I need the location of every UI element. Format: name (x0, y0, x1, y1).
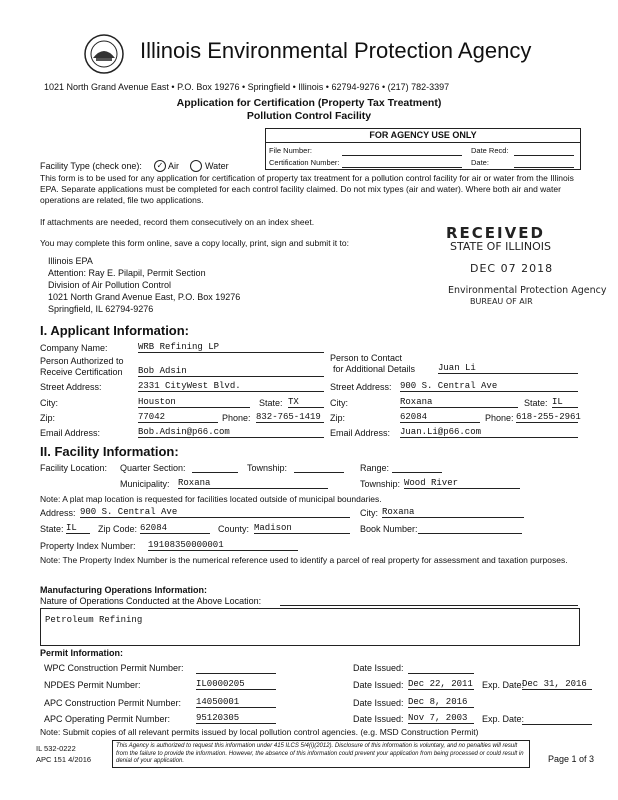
file-number-label: File Number: (269, 146, 312, 155)
mail-line-1: Illinois EPA (48, 256, 93, 266)
stamp-date: DEC 07 2018 (470, 262, 554, 275)
plat-map-note: Note: A plat map location is requested for facilities located outside of municipal boundaries. (40, 494, 382, 504)
email2-field[interactable]: Juan.Li@p66.com (400, 427, 578, 438)
permit-row-exp-label: Exp. Date: (482, 680, 525, 690)
nature-textarea[interactable] (40, 608, 580, 646)
auth-person-label-2: Receive Certification (40, 367, 123, 377)
air-label: Air (168, 161, 179, 171)
state2-field[interactable]: IL (552, 397, 578, 408)
phone-label: Phone: (222, 413, 251, 423)
permit-row-issued-label: Date Issued: (353, 714, 404, 724)
county-label: County: (218, 524, 250, 534)
agency-seal (84, 34, 124, 74)
quarter-section-field[interactable] (192, 472, 238, 473)
permit-row-exp-label: Exp. Date: (482, 714, 525, 724)
permit-row-issued-label: Date Issued: (353, 663, 404, 673)
mail-line-5: Springfield, IL 62794-9276 (48, 304, 154, 314)
auth-person-field[interactable]: Bob Adsin (138, 366, 324, 377)
facility-state-field[interactable]: IL (66, 523, 90, 534)
seal-icon (84, 34, 124, 74)
street-field[interactable]: 2331 CityWest Blvd. (138, 381, 324, 392)
nature-label-line (280, 605, 578, 606)
email-label: Email Address: (40, 428, 101, 438)
date-recd-label: Date Recd: (471, 146, 509, 155)
pin-field[interactable]: 19108350000001 (148, 540, 298, 551)
zip-label: Zip: (40, 413, 56, 423)
street2-label: Street Address: (330, 382, 392, 392)
city2-label: City: (330, 398, 348, 408)
operations-heading: Manufacturing Operations Information: (40, 585, 208, 595)
company-label: Company Name: (40, 343, 108, 353)
state2-label: State: (524, 398, 548, 408)
phone-field[interactable]: 832-765-1419 (256, 412, 324, 423)
pin-label: Property Index Number: (40, 541, 136, 551)
permit-row-issued-label: Date Issued: (353, 680, 404, 690)
facility-city-label: City: (360, 508, 378, 518)
form-subtitle: Pollution Control Facility (246, 110, 372, 122)
facility-zip-field[interactable]: 62084 (140, 523, 210, 534)
contact-person-label-2: for Additional Details (333, 364, 416, 374)
file-number-field (342, 155, 462, 156)
stamp-state: STATE OF ILLINOIS (450, 240, 552, 253)
page-number: Page 1 of 3 (548, 754, 595, 764)
book-number-field[interactable] (418, 533, 522, 534)
quarter-section-label: Quarter Section: (120, 463, 186, 473)
cert-number-field (342, 167, 462, 168)
township-label: Township: (247, 463, 288, 473)
agency-name: Illinois Environmental Protection Agency (140, 38, 532, 63)
agency-address: 1021 North Grand Avenue East • P.O. Box 19276 • Springfield • Illinois • 62794-9276 • (217) 782-3397 (44, 82, 450, 92)
facility-city-field[interactable]: Roxana (382, 507, 524, 518)
range-label: Range: (360, 463, 390, 473)
range-field[interactable] (392, 472, 442, 473)
stamp-received: RECEIVED (446, 224, 545, 242)
permit-row-issued[interactable]: Nov 7, 2003 (408, 713, 474, 724)
zip2-label: Zip: (330, 413, 346, 423)
agency-use-heading: FOR AGENCY USE ONLY (369, 130, 477, 140)
pin-note: Note: The Property Index Number is the numerical reference used to identify a parcel of real property for assessment and taxation purposes. (40, 555, 568, 565)
facility-zip-label: Zip Code: (98, 524, 138, 534)
permit-row-label: NPDES Permit Number: (44, 680, 141, 690)
nature-label: Nature of Operations Conducted at the Above Location: (40, 596, 262, 606)
permit-row-number[interactable]: 14050001 (196, 697, 276, 708)
township-field[interactable] (294, 472, 344, 473)
permit-row-exp[interactable] (522, 713, 592, 725)
date-label: Date: (471, 158, 489, 167)
company-field[interactable]: WRB Refining LP (138, 342, 324, 353)
mail-line-4: 1021 North Grand Avenue East, P.O. Box 19276 (48, 292, 241, 302)
phone2-field[interactable]: 618-255-2961 (516, 412, 581, 422)
permit-row-label: APC Operating Permit Number: (44, 714, 171, 724)
date-field (514, 167, 574, 168)
contact-person-field[interactable]: Juan Li (438, 363, 578, 374)
auth-person-label-1: Person Authorized to (40, 356, 124, 366)
cert-number-label: Certification Number: (269, 158, 340, 167)
air-radio[interactable] (154, 160, 166, 172)
date-recd-field (514, 155, 574, 156)
facility-state-label: State: (40, 524, 64, 534)
permit-row-number[interactable] (196, 662, 276, 674)
facility-section-title: II. Facility Information: (40, 444, 179, 459)
city-label: City: (40, 398, 58, 408)
water-radio[interactable] (190, 160, 202, 172)
book-number-label: Book Number: (360, 524, 418, 534)
facility-location-label: Facility Location: (40, 463, 108, 473)
check-icon: ✓ (156, 161, 164, 170)
water-label: Water (205, 161, 229, 171)
municipality-label: Municipality: (120, 479, 170, 489)
state-field[interactable]: TX (288, 397, 324, 408)
intro-paragraph: This form is to be used for any application for certification of property tax treatment for a pollution control facility for air or water from the Illinois EPA. Separate applications must be completed for each control facility claimed. Do not mix types (air and water). Where both air and water operations are related, file two applications. (40, 173, 574, 205)
email-field[interactable]: Bob.Adsin@p66.com (138, 427, 324, 438)
city2-field[interactable]: Roxana (400, 397, 518, 408)
phone2-label: Phone: (485, 413, 514, 423)
zip2-field[interactable]: 62084 (400, 412, 480, 423)
state-label: State: (259, 398, 283, 408)
stamp-agency: Environmental Protection Agency (448, 285, 607, 296)
agency-use-box (265, 128, 581, 170)
facility-type-label: Facility Type (check one): (40, 161, 142, 171)
county-field[interactable]: Madison (254, 523, 350, 534)
permit-row-exp[interactable]: Dec 31, 2016 (522, 679, 592, 690)
street2-field[interactable]: 900 S. Central Ave (400, 381, 578, 392)
contact-person-label-1: Person to Contact (330, 353, 403, 363)
disclaimer-text: This Agency is authorized to request this information under 415 ILCS 5/4(i)(2012). Disclosure of this information is voluntary, and no penalties will result from the failure to provide the information. However, the absence of this information could prevent your application from being processed or could result in denial of your application. (116, 743, 524, 764)
form-id-1: IL 532-0222 (36, 744, 76, 753)
submit-instruction: You may complete this form online, save a copy locally, print, sign and submit it to: (40, 238, 349, 248)
permit-row-number[interactable]: IL0000205 (196, 679, 276, 690)
facility-address-label: Address: (40, 508, 76, 518)
nature-value: Petroleum Refining (45, 615, 143, 625)
street-label: Street Address: (40, 382, 102, 392)
permit-row-label: APC Construction Permit Number: (44, 698, 182, 708)
township2-field[interactable]: Wood River (404, 478, 520, 489)
attachments-note: If attachments are needed, record them consecutively on an index sheet. (40, 217, 315, 227)
permit-row-issued-label: Date Issued: (353, 698, 404, 708)
zip-field[interactable]: 77042 (138, 412, 218, 423)
facility-address-field[interactable]: 900 S. Central Ave (80, 507, 350, 518)
stamp-bureau: BUREAU OF AIR (470, 297, 533, 306)
permits-heading: Permit Information: (40, 648, 124, 658)
township2-label: Township: (360, 479, 401, 489)
email2-label: Email Address: (330, 428, 391, 438)
permit-row-label: WPC Construction Permit Number: (44, 663, 184, 673)
mail-line-2: Attention: Ray E. Pilapil, Permit Section (48, 268, 206, 278)
permit-row-issued[interactable]: Dec 22, 2011 (408, 679, 473, 689)
city-field[interactable]: Houston (138, 397, 250, 408)
permits-note: Note: Submit copies of all relevant permits issued by local pollution control agencies. (e.g. MSD Construction Permit) (40, 727, 479, 737)
form-title: Application for Certification (Property Tax Treatment) (176, 97, 442, 109)
permit-row-issued[interactable] (408, 662, 474, 674)
disclaimer-box (112, 740, 530, 768)
permit-row-issued[interactable]: Dec 8, 2016 (408, 697, 474, 708)
form-id-2: APC 151 4/2016 (36, 755, 92, 764)
municipality-field[interactable]: Roxana (178, 478, 328, 489)
applicant-section-title: I. Applicant Information: (40, 323, 190, 338)
mail-line-3: Division of Air Pollution Control (48, 280, 172, 290)
permit-row-number[interactable]: 95120305 (196, 713, 276, 724)
